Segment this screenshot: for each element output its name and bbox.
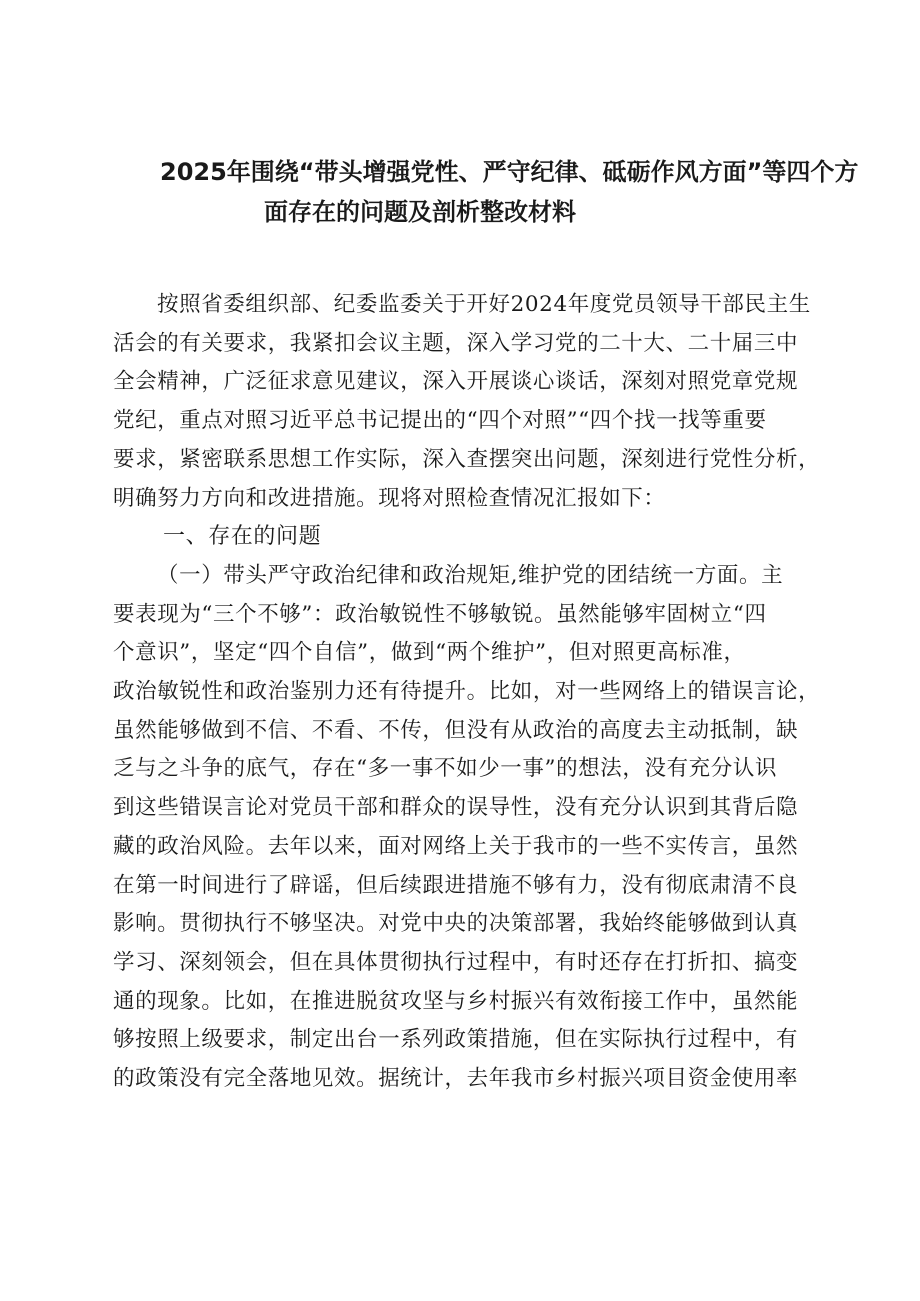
paragraph-line: 学习、深刻领会，但在具体贯彻执行过程中，有时还存在打折扣、搞变 — [113, 949, 799, 975]
intro-line: 全会精神，广泛征求意见建议，深入开展谈心谈话，深刻对照党章党规 — [113, 369, 799, 395]
paragraph-line: 乏与之斗争的底气，存在“多一事不如少一事”的想法，没有充分认识 — [113, 756, 778, 782]
document-title — [160, 152, 859, 232]
title-line-2: 面存在的问题及剖析整改材料 — [264, 198, 576, 226]
intro-paragraph — [113, 286, 843, 518]
paragraph-line: 个意识”，坚定“四个自信”，做到“两个维护”，但对照更高标准， — [113, 640, 746, 666]
title-line-1: 2025年围绕“带头增强党性、严守纪律、砥砺作风方面”等四个方 — [160, 158, 859, 186]
paragraph-line: 虽然能够做到不信、不看、不传，但没有从政治的高度去主动抵制，缺 — [113, 717, 799, 743]
section1-paragraph — [113, 557, 843, 1099]
section-heading: 一、存在的问题 — [163, 524, 322, 550]
paragraph-line: 通的现象。比如，在推进脱贫攻坚与乡村振兴有效衔接工作中，虽然能 — [113, 988, 799, 1014]
intro-line: 按照省委组织部、纪委监委关于开好2024年度党员领导干部民主生 — [157, 292, 811, 317]
paragraph-line: 在第一时间进行了辟谣，但后续跟进措施不够有力，没有彻底肃清不良 — [113, 872, 799, 898]
paragraph-line: 到这些错误言论对党员干部和群众的误导性，没有充分认识到其背后隐 — [113, 795, 799, 821]
intro-line: 明确努力方向和改进措施。现将对照检查情况汇报如下： — [113, 485, 666, 511]
paragraph-line: 藏的政治风险。去年以来，面对网络上关于我市的一些不实传言，虽然 — [113, 833, 799, 859]
intro-line: 活会的有关要求，我紧扣会议主题，深入学习党的二十大、二十届三中 — [113, 330, 799, 356]
intro-line: 党纪，重点对照习近平总书记提出的“四个对照”“四个找一找等重要 — [113, 408, 767, 434]
paragraph-line: 够按照上级要求，制定出台一系列政策措施，但在实际执行过程中，有 — [113, 1027, 799, 1053]
paragraph-line: 政治敏锐性和政治鉴别力还有待提升。比如，对一些网络上的错误言论， — [113, 679, 821, 705]
paragraph-line: 要表现为“三个不够”：政治敏锐性不够敏锐。虽然能够牢固树立“四 — [113, 601, 767, 627]
paragraph-line: （一）带头严守政治纪律和政治规矩,维护党的团结统一方面。主 — [157, 562, 784, 588]
paragraph-line: 影响。贯彻执行不够坚决。对党中央的决策部署，我始终能够做到认真 — [113, 911, 799, 937]
intro-line: 要求，紧密联系思想工作实际，深入查摆突出问题，深刻进行党性分析， — [113, 446, 821, 472]
document-body — [113, 286, 843, 1099]
paragraph-line: 的政策没有完全落地见效。据统计，去年我市乡村振兴项目资金使用率 — [113, 1066, 799, 1092]
